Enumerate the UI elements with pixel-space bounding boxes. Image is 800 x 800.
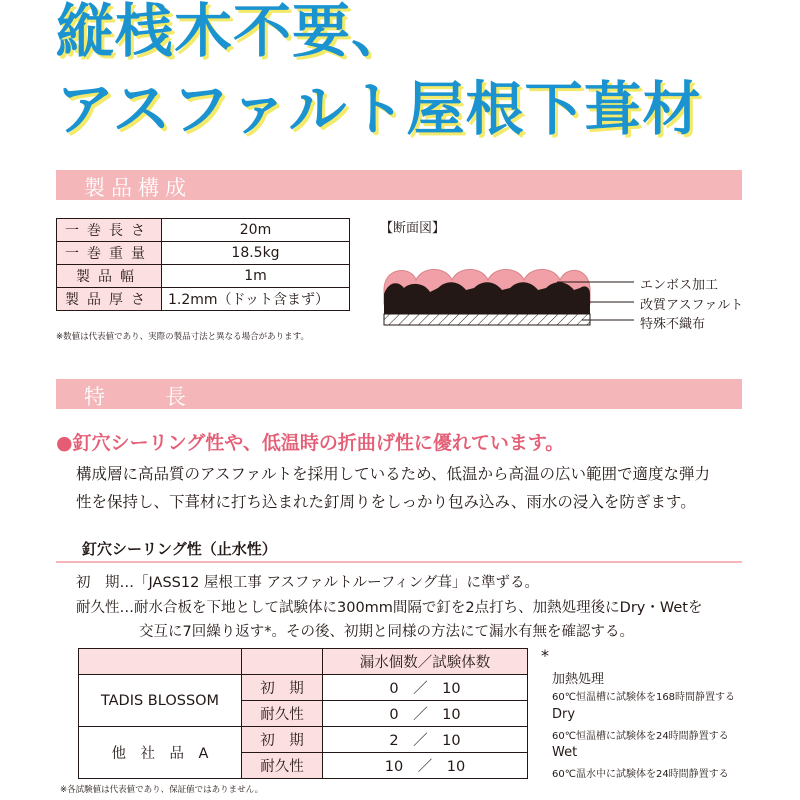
asphalt-layer	[384, 282, 590, 314]
spec-table	[56, 218, 350, 311]
results-footnote: ※各試験値は代表値であり、保証値ではありません。	[60, 785, 264, 795]
layer-label-fabric: 特殊不織布	[640, 317, 706, 332]
test-durability-line-1: 耐久性…耐水合板を下地として試験体に300mm間隔で釘を2点打ち、加熱処理後にDry・Wetを	[76, 600, 703, 616]
spec-value: 1.2mm（ドット含まず）	[162, 288, 350, 311]
spec-value: 18.5kg	[162, 242, 350, 265]
side-note-detail: 60℃温水中に試験体を24時間静置する	[552, 769, 729, 780]
table-row	[79, 675, 528, 701]
feature-body-line-2: 性を保持し、下葺材に打ち込まれた釘周りをしっかり包み込み、雨水の浸入を防ぎます。	[76, 493, 696, 511]
spec-value: 20m	[162, 219, 350, 242]
section-title-spec: 製品構成	[84, 176, 192, 200]
result-value: 2 ／ 10	[323, 727, 528, 753]
test-heading: 釘穴シーリング性（止水性）	[82, 540, 277, 558]
condition-label: 耐久性	[242, 753, 323, 779]
test-durability-line-2: 交互に7回繰り返す*。その後、初期と同様の方法にて漏水有無を確認する。	[139, 624, 634, 640]
condition-label: 初 期	[242, 675, 323, 701]
spec-label: 製品厚さ	[57, 288, 162, 311]
result-value: 0 ／ 10	[323, 701, 528, 727]
layer-label-asphalt: 改質アスファルト	[640, 298, 744, 313]
fabric-layer	[384, 314, 590, 325]
table-cell-empty	[242, 649, 323, 675]
condition-label: 耐久性	[242, 701, 323, 727]
product-name: 他 社 品 A	[79, 727, 242, 779]
spec-label: 一巻長さ	[57, 219, 162, 242]
product-name: TADIS BLOSSOM	[79, 675, 242, 727]
section-title-features: 特 長	[84, 385, 192, 409]
feature-body-line-1: 構成層に高品質のアスファルトを採用しているため、低温から高温の広い範囲で適度な弾力	[76, 465, 710, 483]
feature-heading: ●釘穴シーリング性や、低温時の折曲げ性に優れています。	[56, 432, 565, 454]
spec-note: ※数値は代表値であり、実際の製品寸法と異なる場合があります。	[56, 332, 309, 342]
side-note-title: Wet	[552, 745, 578, 760]
section-bar-features	[56, 379, 742, 409]
layer-label-emboss: エンボス加工	[640, 278, 719, 293]
result-value: 10 ／ 10	[323, 753, 528, 779]
side-note-detail: 60℃恒温槽に試験体を24時間静置する	[552, 731, 729, 742]
table-cell-empty	[79, 649, 242, 675]
side-note-title: 加熱処理	[552, 672, 605, 687]
spec-label: 製品幅	[57, 265, 162, 288]
headline-line-2: アスファルト屋根下葺材	[56, 75, 702, 143]
side-note-detail: 60℃恒温槽に試験体を168時間静置する	[552, 692, 736, 703]
condition-label: 初 期	[242, 727, 323, 753]
table-row	[57, 219, 350, 242]
results-header: 漏水個数／試験体数	[323, 649, 528, 675]
table-row	[79, 649, 528, 675]
headline-line-1: 縦桟木不要、	[56, 0, 411, 65]
table-row	[57, 265, 350, 288]
side-note-title: Dry	[552, 707, 576, 722]
table-row	[57, 242, 350, 265]
result-value: 0 ／ 10	[323, 675, 528, 701]
section-bar-spec	[56, 170, 742, 200]
table-row	[79, 727, 528, 753]
table-row	[57, 288, 350, 311]
asterisk-mark: *	[541, 646, 549, 665]
spec-label: 一巻重量	[57, 242, 162, 265]
test-heading-underline	[56, 561, 742, 563]
spec-value: 1m	[162, 265, 350, 288]
test-initial-line: 初 期…「JASS12 屋根工事 アスファルトルーフィング葺」に準ずる。	[76, 575, 539, 591]
cross-section-title: 【断面図】	[380, 221, 446, 236]
results-table	[78, 648, 528, 779]
